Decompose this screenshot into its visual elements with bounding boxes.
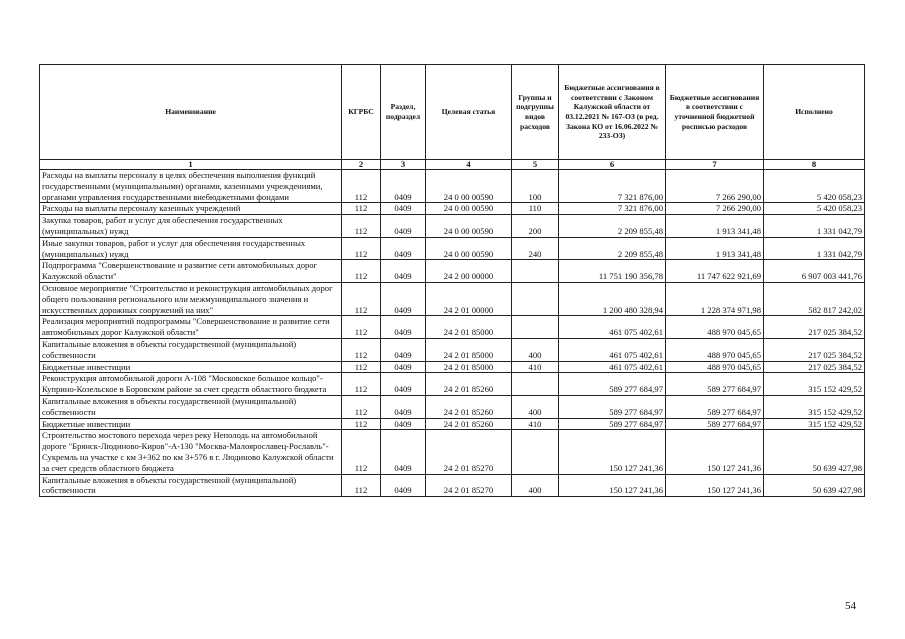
row-kgrbs: 112 — [342, 170, 381, 203]
header-kgrbs: КГРБС — [342, 65, 381, 160]
row-refined-amount: 11 747 622 921,69 — [666, 260, 764, 283]
row-law-amount: 7 321 876,00 — [559, 170, 666, 203]
row-executed-amount: 6 907 003 441,76 — [764, 260, 865, 283]
row-executed-amount: 315 152 429,52 — [764, 418, 865, 430]
row-target: 24 0 00 00590 — [426, 170, 512, 203]
table-row — [40, 338, 865, 361]
column-number: 4 — [426, 160, 512, 170]
row-executed-amount: 1 331 042,79 — [764, 215, 865, 238]
row-law-amount: 461 075 402,61 — [559, 338, 666, 361]
column-number: 5 — [512, 160, 559, 170]
row-executed-amount: 5 420 058,23 — [764, 203, 865, 215]
row-section: 0409 — [381, 361, 426, 373]
row-executed-amount: 315 152 429,52 — [764, 373, 865, 396]
row-law-amount: 7 321 876,00 — [559, 203, 666, 215]
row-kgrbs: 112 — [342, 373, 381, 396]
row-target: 24 2 01 85260 — [426, 395, 512, 418]
row-section: 0409 — [381, 373, 426, 396]
row-refined-amount: 7 266 290,00 — [666, 203, 764, 215]
row-name: Иные закупки товаров, работ и услуг для обеспечения государственных (муниципальных) нужд — [40, 237, 342, 260]
row-target: 24 2 01 85270 — [426, 474, 512, 497]
row-group: 400 — [512, 474, 559, 497]
row-group — [512, 430, 559, 474]
row-name: Основное мероприятие "Строительство и реконструкция автомобильных дорог общего пользования регионального или межмуниципального значения и искусственных дорожных сооружений на них" — [40, 282, 342, 315]
header-law: Бюджетные ассигнования в соответствии с Законом Калужской области от 03.12.2021 № 167-ОЗ (в ред. Закона КО от 16.06.2022 № 233-ОЗ) — [559, 65, 666, 160]
row-section: 0409 — [381, 338, 426, 361]
row-kgrbs: 112 — [342, 474, 381, 497]
row-section: 0409 — [381, 237, 426, 260]
row-group: 100 — [512, 170, 559, 203]
row-section: 0409 — [381, 430, 426, 474]
row-target: 24 2 01 85260 — [426, 418, 512, 430]
row-kgrbs: 112 — [342, 316, 381, 339]
row-group: 240 — [512, 237, 559, 260]
table-row — [40, 215, 865, 238]
table-row — [40, 430, 865, 474]
row-group — [512, 260, 559, 283]
row-group — [512, 316, 559, 339]
table-row — [40, 237, 865, 260]
row-executed-amount: 1 331 042,79 — [764, 237, 865, 260]
row-target: 24 2 01 85000 — [426, 361, 512, 373]
table-row — [40, 395, 865, 418]
table-row — [40, 361, 865, 373]
row-kgrbs: 112 — [342, 215, 381, 238]
page-number: 54 — [845, 600, 856, 612]
row-law-amount: 589 277 684,97 — [559, 373, 666, 396]
row-kgrbs: 112 — [342, 338, 381, 361]
row-target: 24 2 01 00000 — [426, 282, 512, 315]
row-section: 0409 — [381, 316, 426, 339]
table-row — [40, 373, 865, 396]
header-refined: Бюджетные ассигнования в соответствии с уточненной бюджетной росписью расходов — [666, 65, 764, 160]
row-section: 0409 — [381, 215, 426, 238]
row-refined-amount: 7 266 290,00 — [666, 170, 764, 203]
table-row — [40, 316, 865, 339]
row-law-amount: 461 075 402,61 — [559, 361, 666, 373]
header-name: Наименование — [40, 65, 342, 160]
row-name: Реконструкция автомобильной дороги А-108 "Московское большое кольцо"-Куприно-Козельское в Боровском районе за счет средств областного бюджета — [40, 373, 342, 396]
column-number: 6 — [559, 160, 666, 170]
row-kgrbs: 112 — [342, 203, 381, 215]
header-groups: Группы и подгруппы видов расходов — [512, 65, 559, 160]
row-group: 400 — [512, 395, 559, 418]
column-number: 1 — [40, 160, 342, 170]
row-kgrbs: 112 — [342, 395, 381, 418]
header-target: Целевая статья — [426, 65, 512, 160]
row-law-amount: 1 200 480 328,94 — [559, 282, 666, 315]
row-section: 0409 — [381, 203, 426, 215]
row-law-amount: 2 209 855,48 — [559, 237, 666, 260]
row-law-amount: 461 075 402,61 — [559, 316, 666, 339]
row-target: 24 0 00 00590 — [426, 237, 512, 260]
table-row — [40, 418, 865, 430]
row-refined-amount: 589 277 684,97 — [666, 373, 764, 396]
row-executed-amount: 217 025 384,52 — [764, 316, 865, 339]
row-law-amount: 2 209 855,48 — [559, 215, 666, 238]
row-name: Подпрограмма "Совершенствование и развитие сети автомобильных дорог Калужской области" — [40, 260, 342, 283]
row-name: Капитальные вложения в объекты государственной (муниципальной) собственности — [40, 395, 342, 418]
table-row — [40, 203, 865, 215]
row-target: 24 0 00 00590 — [426, 203, 512, 215]
row-name: Бюджетные инвестиции — [40, 361, 342, 373]
column-number: 7 — [666, 160, 764, 170]
row-law-amount: 589 277 684,97 — [559, 418, 666, 430]
row-group: 410 — [512, 418, 559, 430]
row-refined-amount: 1 228 374 971,98 — [666, 282, 764, 315]
row-kgrbs: 112 — [342, 418, 381, 430]
row-executed-amount: 50 639 427,98 — [764, 474, 865, 497]
row-refined-amount: 1 913 341,48 — [666, 215, 764, 238]
row-group — [512, 373, 559, 396]
row-target: 24 2 01 85000 — [426, 338, 512, 361]
table-header-row — [40, 65, 865, 160]
row-group: 400 — [512, 338, 559, 361]
row-name: Капитальные вложения в объекты государственной (муниципальной) собственности — [40, 474, 342, 497]
row-refined-amount: 1 913 341,48 — [666, 237, 764, 260]
row-group: 200 — [512, 215, 559, 238]
header-executed: Исполнено — [764, 65, 865, 160]
row-refined-amount: 488 970 045,65 — [666, 316, 764, 339]
row-target: 24 2 00 00000 — [426, 260, 512, 283]
row-name: Бюджетные инвестиции — [40, 418, 342, 430]
row-name: Расходы на выплаты персоналу казенных учреждений — [40, 203, 342, 215]
row-refined-amount: 150 127 241,36 — [666, 474, 764, 497]
row-group: 110 — [512, 203, 559, 215]
table-row — [40, 474, 865, 497]
row-kgrbs: 112 — [342, 237, 381, 260]
row-target: 24 0 00 00590 — [426, 215, 512, 238]
row-section: 0409 — [381, 418, 426, 430]
row-executed-amount: 5 420 058,23 — [764, 170, 865, 203]
row-refined-amount: 589 277 684,97 — [666, 395, 764, 418]
row-section: 0409 — [381, 474, 426, 497]
row-law-amount: 150 127 241,36 — [559, 430, 666, 474]
row-name: Реализация мероприятий подпрограммы "Совершенствование и развитие сети автомобильных дорог Калужской области" — [40, 316, 342, 339]
row-executed-amount: 217 025 384,52 — [764, 338, 865, 361]
row-target: 24 2 01 85000 — [426, 316, 512, 339]
row-target: 24 2 01 85260 — [426, 373, 512, 396]
row-group: 410 — [512, 361, 559, 373]
column-number: 8 — [764, 160, 865, 170]
row-law-amount: 150 127 241,36 — [559, 474, 666, 497]
table-row — [40, 260, 865, 283]
row-law-amount: 589 277 684,97 — [559, 395, 666, 418]
row-section: 0409 — [381, 395, 426, 418]
row-section: 0409 — [381, 170, 426, 203]
row-kgrbs: 112 — [342, 361, 381, 373]
row-name: Строительство мостового перехода через реку Неполодь на автомобильной дороге "Брянск-Людиново-Киров"-А-130 "Москва-Малоярославец-Рославль"-Сукремль на участке с км 3+362 по км 3+576 в г. Людиново Калужской области за счет средств областного бюджета — [40, 430, 342, 474]
table-row — [40, 282, 865, 315]
row-name: Расходы на выплаты персоналу в целях обеспечения выполнения функций государственными (муниципальными) органами, казенными учреждениями, органами управления государственными внебюджетными фондами — [40, 170, 342, 203]
row-refined-amount: 589 277 684,97 — [666, 418, 764, 430]
row-name: Закупка товаров, работ и услуг для обеспечения государственных (муниципальных) нужд — [40, 215, 342, 238]
row-refined-amount: 150 127 241,36 — [666, 430, 764, 474]
table-row — [40, 170, 865, 203]
row-refined-amount: 488 970 045,65 — [666, 338, 764, 361]
row-kgrbs: 112 — [342, 430, 381, 474]
row-refined-amount: 488 970 045,65 — [666, 361, 764, 373]
column-number-row — [40, 160, 865, 170]
row-name: Капитальные вложения в объекты государственной (муниципальной) собственности — [40, 338, 342, 361]
row-executed-amount: 50 639 427,98 — [764, 430, 865, 474]
row-section: 0409 — [381, 282, 426, 315]
row-executed-amount: 315 152 429,52 — [764, 395, 865, 418]
budget-table — [39, 64, 865, 497]
row-law-amount: 11 751 190 356,78 — [559, 260, 666, 283]
row-executed-amount: 217 025 384,52 — [764, 361, 865, 373]
header-section: Раздел, подраздел — [381, 65, 426, 160]
row-group — [512, 282, 559, 315]
row-executed-amount: 582 817 242,02 — [764, 282, 865, 315]
row-target: 24 2 01 85270 — [426, 430, 512, 474]
row-kgrbs: 112 — [342, 282, 381, 315]
column-number: 2 — [342, 160, 381, 170]
column-number: 3 — [381, 160, 426, 170]
row-kgrbs: 112 — [342, 260, 381, 283]
row-section: 0409 — [381, 260, 426, 283]
